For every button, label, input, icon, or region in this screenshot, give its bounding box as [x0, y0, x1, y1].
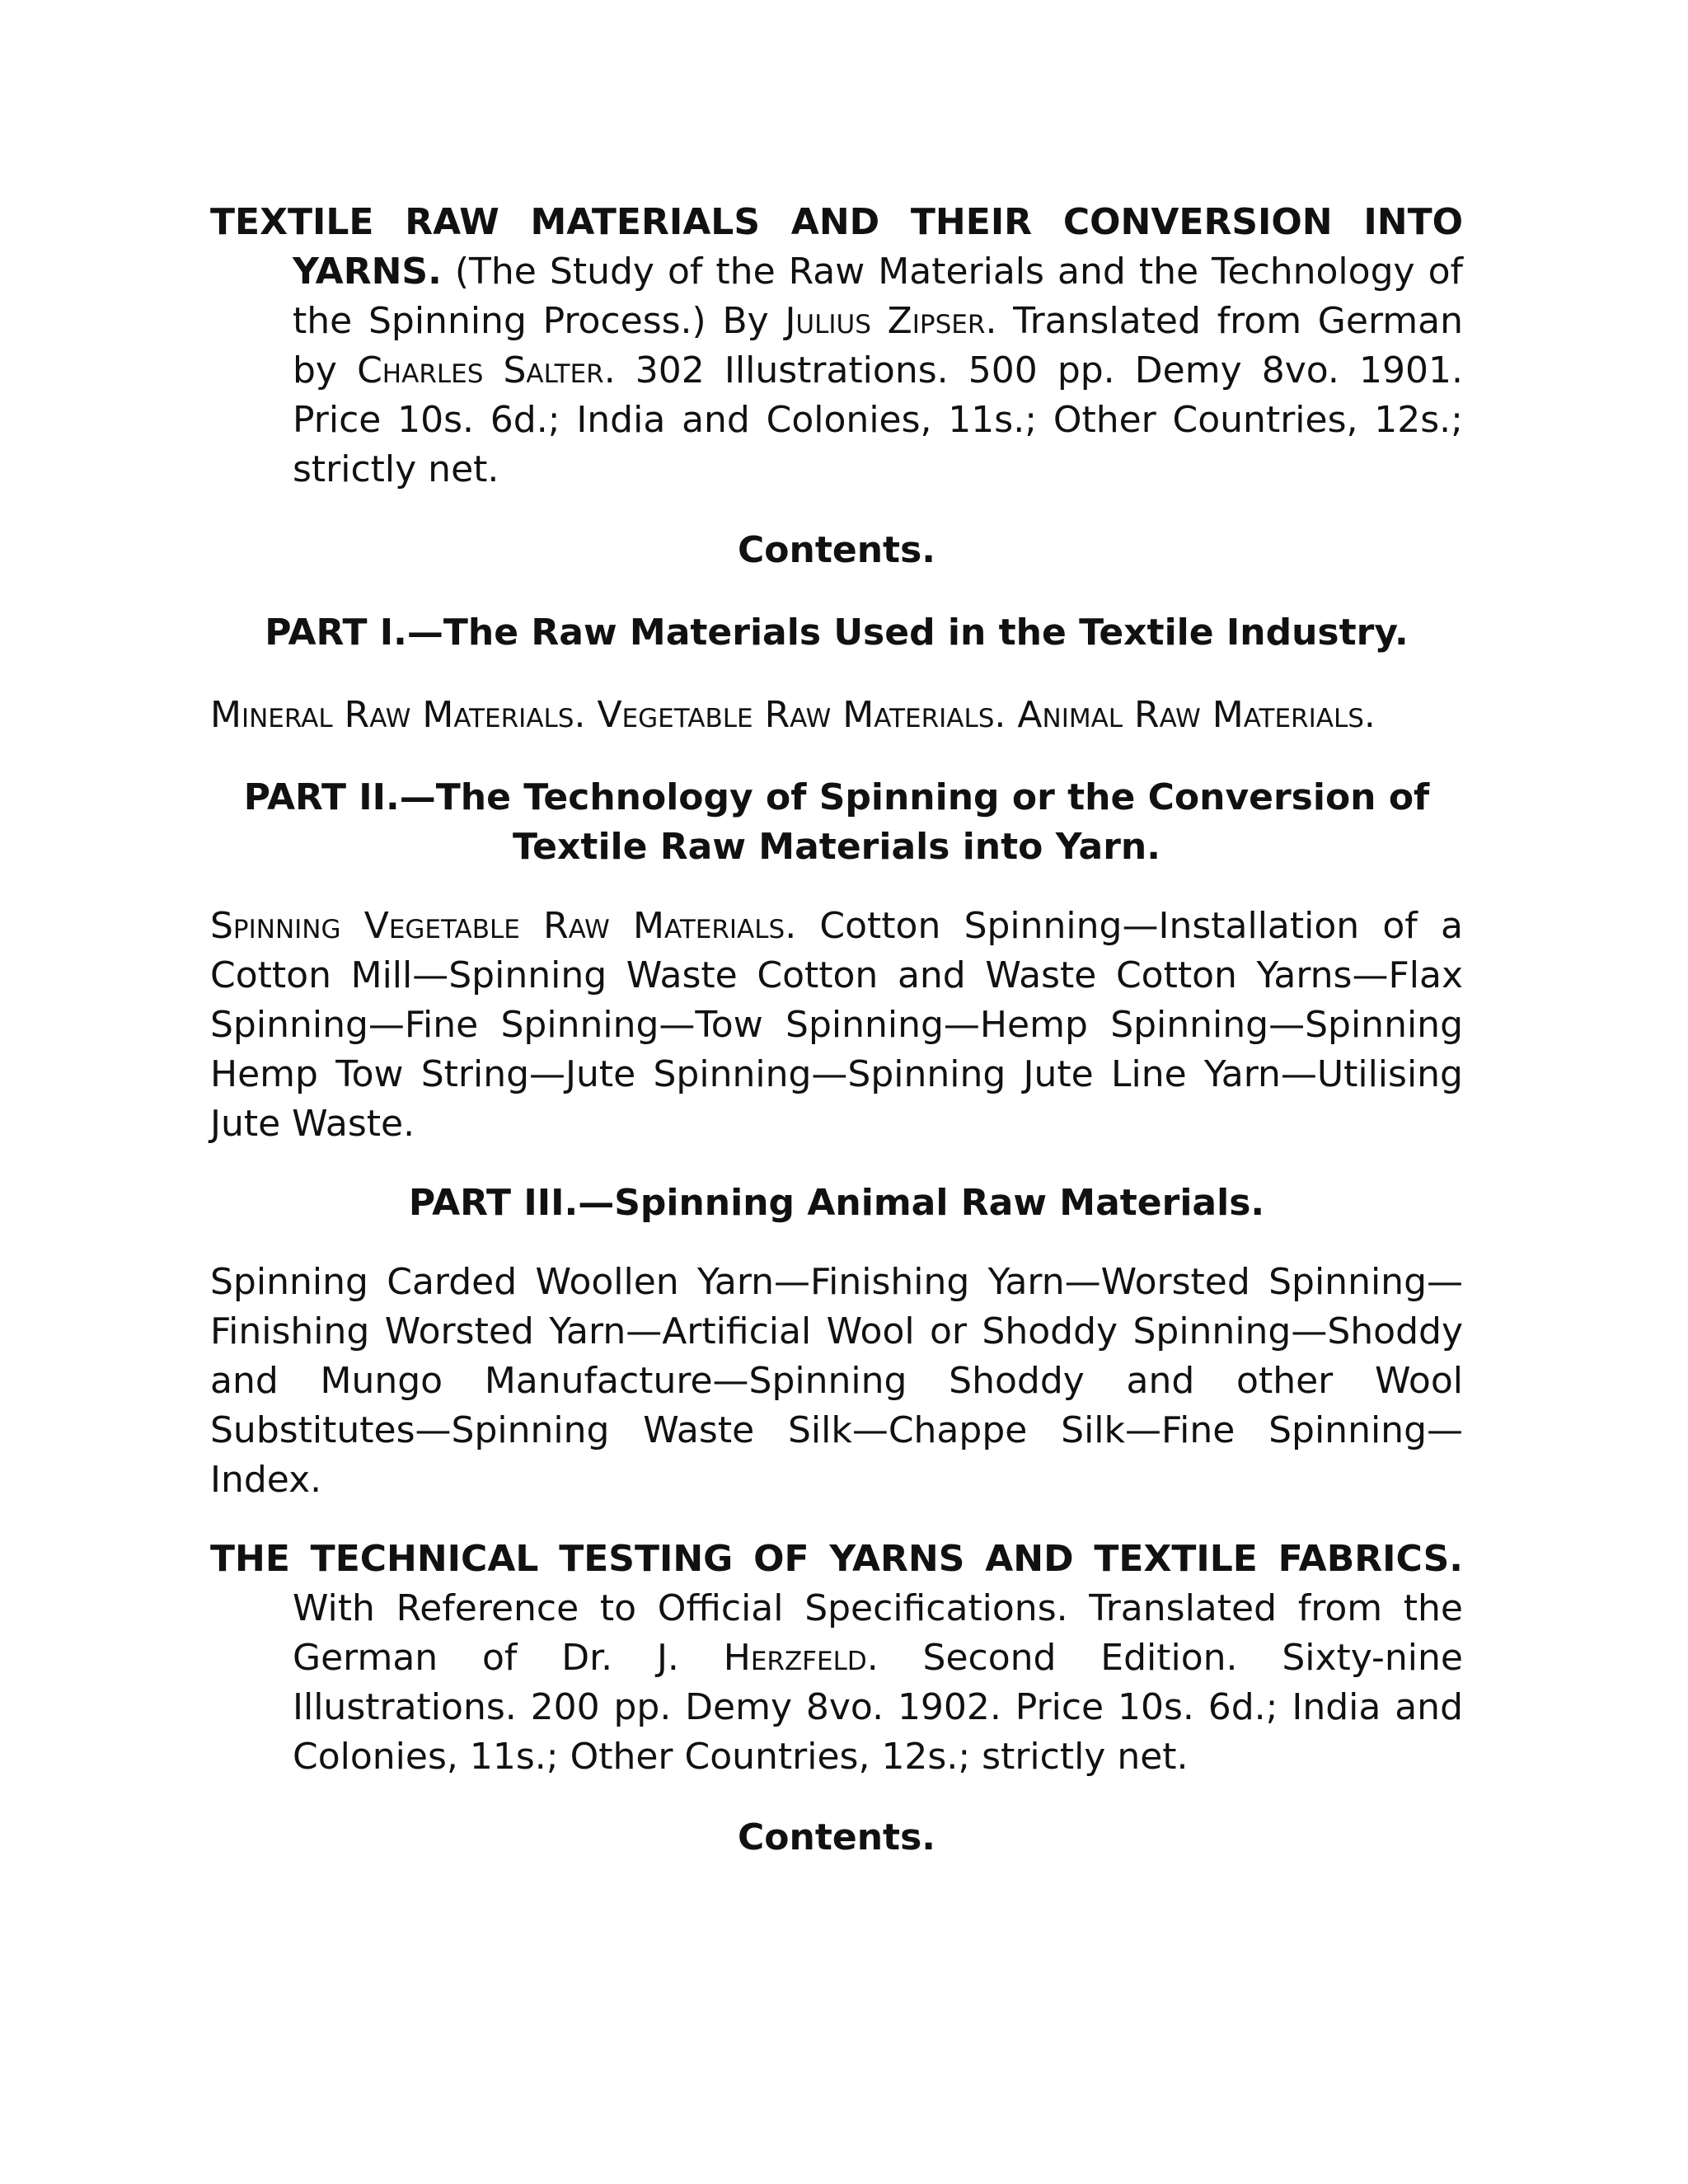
contents-heading: Contents.	[738, 1816, 935, 1858]
part-heading: PART III.—Spinning Animal Raw Materials.	[408, 1182, 1265, 1224]
book-title: TEXTILE RAW MATERIALS AND THEIR CONVERSION INTO YARNS.	[210, 201, 1463, 293]
book-title: THE TECHNICAL TESTING OF YARNS AND TEXTILE FABRICS.	[210, 1538, 1463, 1580]
part-contents	[210, 1258, 1463, 1505]
book-description: . Second Edition. Sixty-nine Illustrations. 200 pp. Demy 8vo. 1902. Price 10s. 6d.; India and Colonies, 11s.; Other Countries, 12s.; strictly net.	[293, 1637, 1463, 1778]
book-description: (The Study of the Raw Materials and the Technology of the Spinning Process.) By	[293, 251, 1463, 342]
part-contents	[210, 691, 1463, 740]
part-contents-smallcaps: Mineral Raw Materials. Vegetable Raw Materials. Animal Raw Materials.	[210, 694, 1376, 736]
book-description: With Reference to Official Specifications. Translated from the German of Dr. J.	[293, 1587, 1463, 1679]
author-name: Herzfeld	[723, 1637, 867, 1679]
contents-heading: Contents.	[738, 529, 935, 571]
author-name: Julius Zipser	[785, 300, 986, 342]
part-contents-text: Spinning Carded Woollen Yarn—Finishing Yarn—Worsted Spinning—Finishing Worsted Yarn—Artificial Wool or Shoddy Spinning—Shoddy and Mungo Manufacture—Spinning Shoddy and other Wool Substitutes—Spinning Waste Silk—Chappe Silk—Fine Spinning—Index.	[210, 1261, 1463, 1501]
part-heading: PART I.—The Raw Materials Used in the Textile Industry.	[265, 612, 1409, 654]
book-description: . Translated from German by	[293, 300, 1464, 391]
book-entry-textile-raw-materials	[210, 198, 1463, 494]
book-entry-technical-testing	[210, 1535, 1463, 1782]
document-page	[210, 198, 1463, 1863]
part-heading: PART II.—The Technology of Spinning or the Conversion of Textile Raw Materials into Yarn.	[243, 776, 1430, 868]
book-description: . 302 Illustrations. 500 pp. Demy 8vo. 1901. Price 10s. 6d.; India and Colonies, 11s.; Other Countries, 12s.; strictly net.	[293, 349, 1463, 490]
part-contents-text: . Cotton Spinning—Installation of a Cotton Mill—Spinning Waste Cotton and Waste Cotton Yarns—Flax Spinning—Fine Spinning—Tow Spinning—Hemp Spinning—Spinning Hemp Tow String—Jute Spinning—Spinning Jute Line Yarn—Utilising Jute Waste.	[210, 905, 1463, 1145]
part-contents-smallcaps: Spinning Vegetable Raw Materials	[210, 905, 785, 947]
translator-name: Charles Salter	[357, 349, 604, 391]
part-contents	[210, 902, 1463, 1149]
